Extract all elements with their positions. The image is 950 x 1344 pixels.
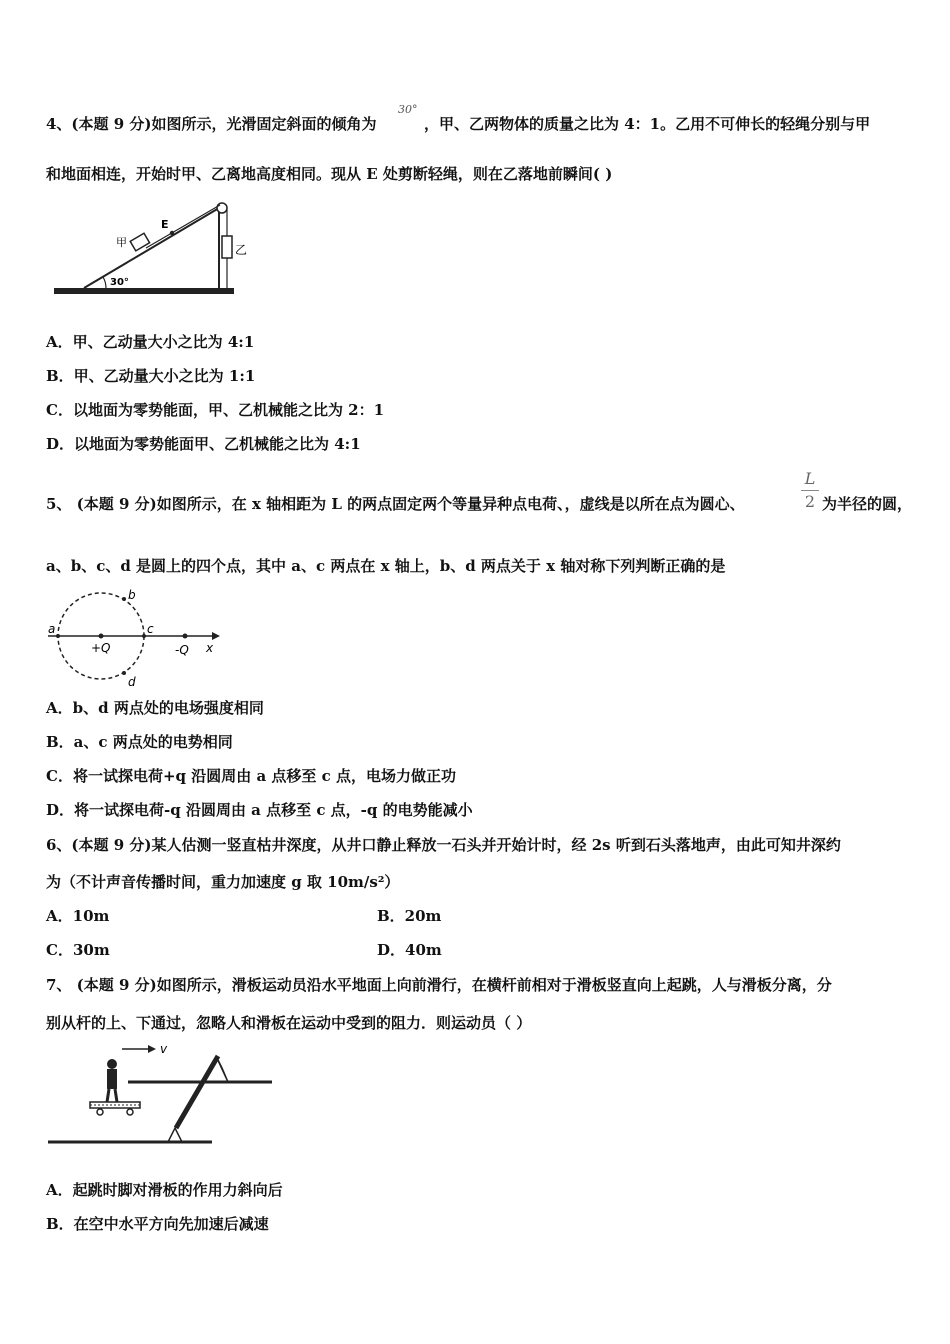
q7-line1: 7、 (本题 9 分)如图所示，滑板运动员沿水平地面上向前滑行，在横杆前相对于滑板竖直向上起跳，人与滑板分离，分 (46, 976, 832, 994)
person-body (107, 1069, 117, 1089)
q4-option-a: A．甲、乙动量大小之比为 4:1 (46, 333, 255, 351)
angle-arc (103, 277, 106, 288)
charge-minus (183, 634, 188, 639)
q4-line1b: ，甲、乙两物体的质量之比为 4：1。乙用不可伸长的轻绳分别与甲 (424, 115, 871, 133)
label-d: d (128, 675, 136, 689)
q6-option-c: C．30m (46, 941, 110, 959)
q4-option-d: D．以地面为零势能面甲、乙机械能之比为 4:1 (46, 435, 361, 453)
person-leg-right (115, 1089, 117, 1102)
point-c (142, 634, 146, 638)
q7-figure-skateboard (44, 1040, 280, 1148)
label-x: x (206, 641, 214, 655)
wheel-right (127, 1109, 133, 1115)
q5-line1b: 为半径的圆， (822, 495, 913, 513)
fraction-denominator: 2 (804, 492, 816, 511)
arrow-right-icon (148, 1045, 156, 1053)
diagonal-post (176, 1056, 218, 1128)
q5-option-c: C．将一试探电荷+q 沿圆周由 a 点移至 c 点，电场力做正功 (46, 767, 456, 785)
label-v: v (160, 1042, 168, 1056)
charge-plus (99, 634, 104, 639)
label-jia: 甲 (116, 236, 127, 249)
x-axis-arrow-icon (212, 632, 220, 640)
label-minus-q: -Q (175, 643, 189, 657)
q5-option-b: B．a、c 两点处的电势相同 (46, 733, 233, 751)
q5-figure-charges (44, 588, 224, 692)
pulley-icon (217, 203, 227, 213)
label-b: b (128, 588, 136, 602)
rope-incline (146, 205, 220, 248)
q7-option-a: A．起跳时脚对滑板的作用力斜向后 (46, 1181, 283, 1199)
q6-option-a: A．10m (46, 907, 110, 925)
support-upper (216, 1056, 228, 1082)
q4-line2: 和地面相连，开始时甲、乙离地高度相同。现从 E 处剪断轻绳，则在乙落地前瞬间( ) (46, 165, 613, 183)
label-a: a (48, 622, 56, 636)
q4-line1: 4、(本题 9 分)如图所示，光滑固定斜面的倾角为 (46, 115, 377, 133)
support-lower (168, 1128, 182, 1142)
fraction-numerator: L (804, 469, 816, 488)
q4-option-b: B．甲、乙动量大小之比为 1:1 (46, 367, 256, 385)
person-leg-left (107, 1089, 109, 1102)
point-a (56, 634, 60, 638)
q5-option-a: A．b、d 两点处的电场强度相同 (46, 699, 264, 717)
point-b (122, 597, 126, 601)
point-d (122, 671, 126, 675)
q5-line2: a、b、c、d 是圆上的四个点，其中 a、c 两点在 x 轴上，b、d 两点关于 x 轴对称下列判断正确的是 (46, 557, 726, 575)
q7-line2: 别从杆的上、下通过，忽略人和滑板在运动中受到的阻力．则运动员（ ） (46, 1014, 532, 1032)
q4-angle-sup: 30° (398, 103, 418, 116)
q6-line1: 6、(本题 9 分)某人估测一竖直枯井深度，从井口静止释放一石头并开始计时，经 2s 听到石头落地声，由此可知井深约 (46, 836, 841, 854)
label-plus-q: +Q (91, 641, 111, 655)
q5-fraction (801, 470, 819, 511)
ground (54, 288, 234, 294)
label-e: E (161, 218, 169, 231)
label-yi: 乙 (235, 243, 248, 257)
q6-option-d: D．40m (377, 941, 442, 959)
point-e (170, 231, 174, 235)
q4-figure-incline (44, 198, 248, 302)
person-head (107, 1059, 117, 1069)
block-yi (222, 236, 232, 258)
wheel-left (97, 1109, 103, 1115)
incline-surface (84, 208, 219, 288)
q6-line2: 为（不计声音传播时间，重力加速度 g 取 10m/s²） (46, 873, 400, 891)
label-angle: 30° (110, 277, 129, 288)
q6-option-b: B．20m (377, 907, 442, 925)
q7-option-b: B．在空中水平方向先加速后减速 (46, 1215, 269, 1233)
q5-option-d: D．将一试探电荷-q 沿圆周由 a 点移至 c 点，-q 的电势能减小 (46, 801, 473, 819)
q4-option-c: C．以地面为零势能面，甲、乙机械能之比为 2：1 (46, 401, 385, 419)
label-c: c (147, 622, 154, 636)
q5-line1: 5、 (本题 9 分)如图所示，在 x 轴相距为 L 的两点固定两个等量异种点电荷、，虚线是以所在点为圆心、 (46, 495, 745, 513)
